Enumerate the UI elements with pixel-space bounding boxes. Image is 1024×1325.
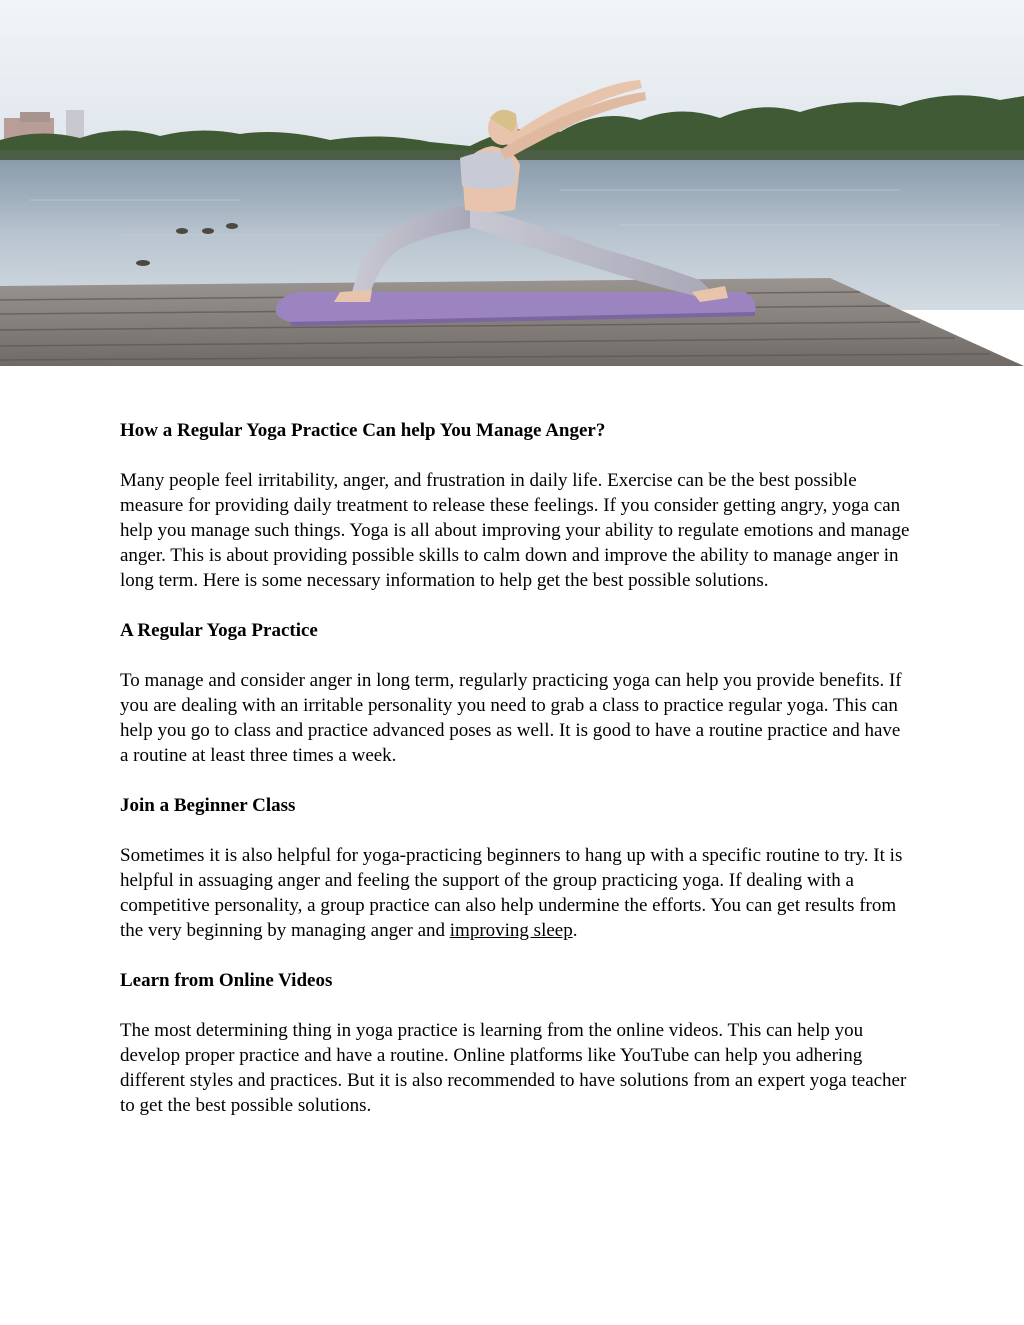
section-heading-online-videos: Learn from Online Videos xyxy=(120,970,333,991)
section-body-online-videos: The most determining thing in yoga practice is learning from the online videos. This can help you develop proper practice and have a routine. Online platforms like YouTube can help you adhering different styles and practices. But it is also recommended to have solutions from an expert yoga teacher to get the best possible solutions. xyxy=(120,1020,907,1116)
beginner-class-text: Sometimes it is also helpful for yoga-practicing beginners to hang up with a specific routine to try. It is helpful in assuaging anger and feeling the support of the group practicing yoga. If dealing with a competitive personality, a group practice can also help undermine the efforts. You can get results from the very beginning by managing anger and xyxy=(120,845,903,941)
section-heading-regular-practice: A Regular Yoga Practice xyxy=(120,620,318,641)
section-body-beginner-class xyxy=(120,843,910,943)
article-body xyxy=(120,410,910,1118)
article-title: How a Regular Yoga Practice Can help You Manage Anger? xyxy=(120,420,606,441)
beginner-class-text-end: . xyxy=(572,920,578,941)
section-heading-beginner-class: Join a Beginner Class xyxy=(120,795,296,816)
hero-photo xyxy=(0,0,1024,366)
yoga-lake-illustration xyxy=(0,0,1024,366)
intro-paragraph: Many people feel irritability, anger, and frustration in daily life. Exercise can be the best possible measure for providing daily treatment to release these feelings. If you consider getting angry, yoga can help you manage such things. Yoga is all about improving your ability to regulate emotions and manage anger. This is about providing possible skills to calm down and improve the ability to manage anger in long term. Here is some necessary information to help get the best possible solutions. xyxy=(120,470,910,591)
section-body-regular-practice: To manage and consider anger in long term, regularly practicing yoga can help you provide benefits. If you are dealing with an irritable personality you need to grab a class to practice regular yoga. This can help you go to class and practice advanced poses as well. It is good to have a routine practice and have a routine at least three times a week. xyxy=(120,670,902,766)
improving-sleep-link[interactable]: improving sleep xyxy=(449,920,573,941)
